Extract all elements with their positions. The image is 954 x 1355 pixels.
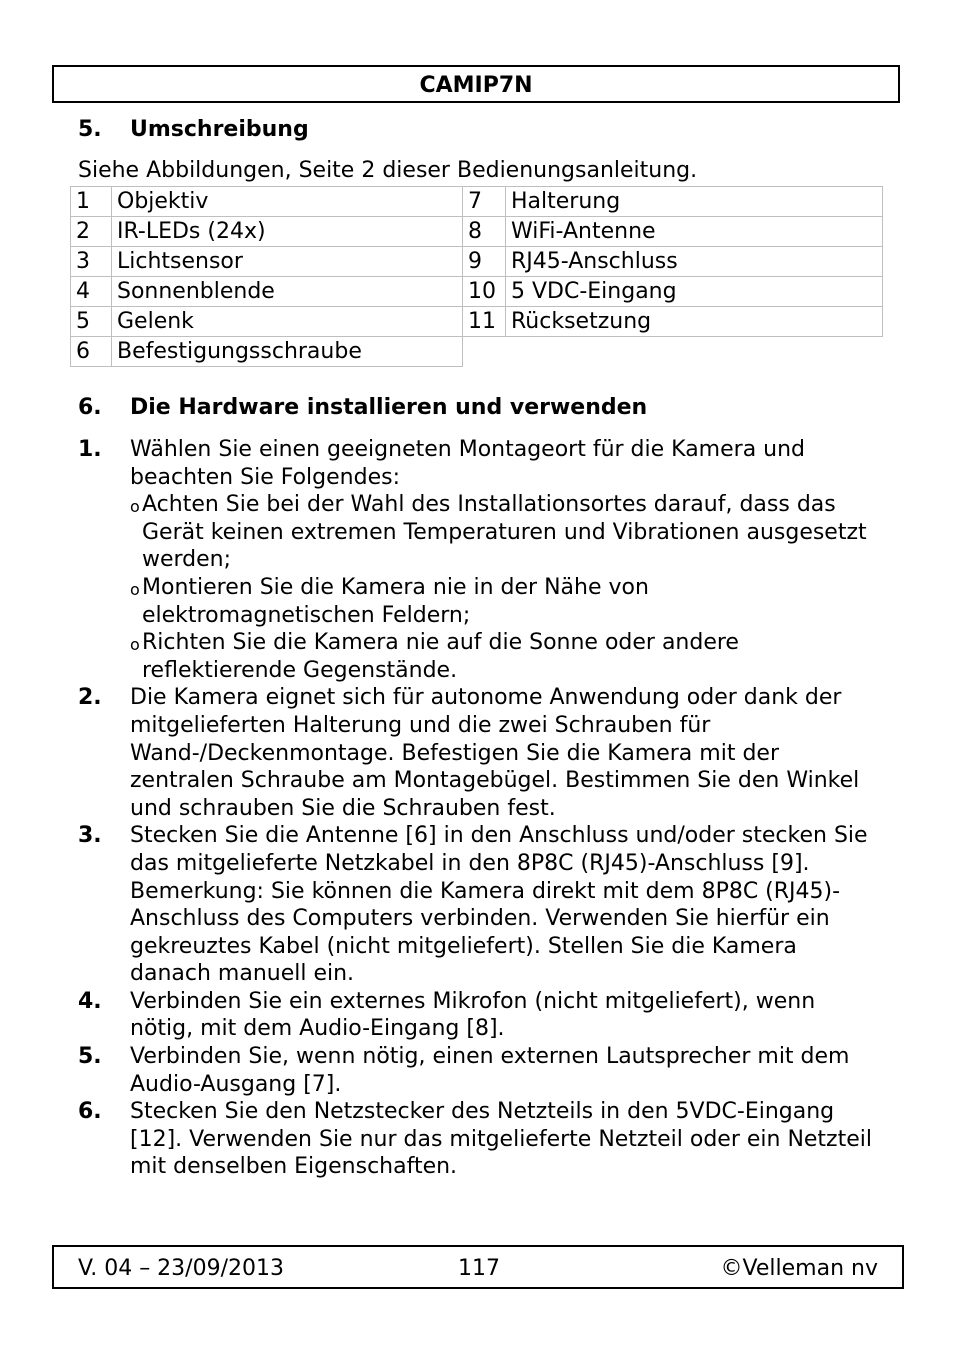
table-cell: 9 bbox=[463, 247, 506, 277]
step-text: Stecken Sie die Antenne [6] in den Anschluss und/oder stecken Sie das mitgelieferte Netzkabel in den 8P8C (RJ45)-Anschluss [9]. bbox=[130, 823, 868, 876]
list-item-text: Achten Sie bei der Wahl des Installationsortes darauf, dass das Gerät keinen extremen Temperaturen und Vibrationen ausgesetzt werden; bbox=[142, 492, 867, 573]
table-row bbox=[71, 247, 883, 277]
section-6-heading bbox=[78, 395, 647, 420]
list-item bbox=[130, 491, 878, 574]
section-title: Umschreibung bbox=[130, 117, 309, 142]
copyright: ©Velleman nv bbox=[720, 1256, 878, 1281]
parts-table bbox=[70, 186, 883, 367]
table-cell: 6 bbox=[71, 337, 112, 367]
step-2 bbox=[78, 684, 878, 822]
table-cell: 5 VDC-Eingang bbox=[506, 277, 883, 307]
section-5-intro: Siehe Abbildungen, Seite 2 dieser Bedienungsanleitung. bbox=[78, 158, 698, 183]
step-text: Die Kamera eignet sich für autonome Anwendung oder dank der mitgelieferten Halterung und die zwei Schrauben für Wand-/Deckenmontage. Befestigen Sie die Kamera mit der zentralen Schraube am Montagebügel. Bestimmen Sie den Winkel und schrauben Sie die Schrauben fest. bbox=[130, 685, 860, 821]
step-number: 1. bbox=[78, 437, 102, 462]
circle-bullet-icon: o bbox=[130, 497, 140, 517]
table-cell: Befestigungsschraube bbox=[112, 337, 463, 367]
table-row bbox=[71, 307, 883, 337]
step-number: 2. bbox=[78, 685, 102, 711]
circle-bullet-icon: o bbox=[130, 635, 140, 655]
step-text: Verbinden Sie ein externes Mikrofon (nicht mitgeliefert), wenn nötig, mit dem Audio-Eingang [8]. bbox=[130, 988, 816, 1042]
table-cell: 1 bbox=[71, 187, 112, 217]
empty-cell bbox=[463, 337, 883, 367]
circle-bullet-icon: o bbox=[130, 579, 140, 599]
table-cell: Lichtsensor bbox=[112, 247, 463, 277]
list-item-text: Montieren Sie die Kamera nie in der Nähe von elektromagnetischen Feldern; bbox=[142, 574, 649, 628]
list-item-text: Richten Sie die Kamera nie auf die Sonne oder andere reflektierende Gegenstände. bbox=[142, 630, 739, 683]
table-cell: 10 bbox=[463, 277, 506, 307]
table-cell: 4 bbox=[71, 277, 112, 307]
table-cell: 7 bbox=[463, 187, 506, 217]
step-text: Wählen Sie einen geeigneten Montageort für die Kamera und beachten Sie Folgendes: bbox=[130, 437, 806, 490]
page-header bbox=[52, 65, 900, 103]
step-number: 6. bbox=[78, 1099, 102, 1125]
installation-steps bbox=[78, 436, 878, 1181]
table-cell: 8 bbox=[463, 217, 506, 247]
step-text: Verbinden Sie, wenn nötig, einen externen Lautsprecher mit dem Audio-Ausgang [7]. bbox=[130, 1044, 850, 1097]
section-number: 5. bbox=[78, 117, 102, 142]
section-5-heading bbox=[78, 117, 309, 142]
step-5 bbox=[78, 1043, 878, 1098]
step-1 bbox=[78, 436, 878, 684]
section-number: 6. bbox=[78, 395, 102, 420]
table-row bbox=[71, 337, 883, 367]
step-number: 5. bbox=[78, 1044, 102, 1070]
table-row bbox=[71, 277, 883, 307]
document-title: CAMIP7N bbox=[419, 73, 533, 98]
table-cell: 2 bbox=[71, 217, 112, 247]
table-row bbox=[71, 187, 883, 217]
step-number: 3. bbox=[78, 823, 102, 849]
page-number: 117 bbox=[458, 1256, 500, 1281]
page-footer bbox=[52, 1245, 904, 1289]
table-cell: Sonnenblende bbox=[112, 277, 463, 307]
table-cell: 3 bbox=[71, 247, 112, 277]
table-cell: Gelenk bbox=[112, 307, 463, 337]
section-title: Die Hardware installieren und verwenden bbox=[130, 395, 648, 420]
table-cell: WiFi-Antenne bbox=[506, 217, 883, 247]
table-cell: Objektiv bbox=[112, 187, 463, 217]
list-item bbox=[130, 629, 878, 684]
table-cell: Rücksetzung bbox=[506, 307, 883, 337]
table-cell: RJ45-Anschluss bbox=[506, 247, 883, 277]
step-4 bbox=[78, 988, 878, 1043]
step-text: Stecken Sie den Netzstecker des Netzteils in den 5VDC-Eingang [12]. Verwenden Sie nur das mitgelieferte Netzteil oder ein Netzteil mit denselben Eigenschaften. bbox=[130, 1099, 872, 1180]
list-item bbox=[130, 574, 878, 629]
step-note: Bemerkung: Sie können die Kamera direkt mit dem 8P8C (RJ45)-Anschluss des Computers verbinden. Verwenden Sie hierfür ein gekreuztes Kabel (nicht mitgeliefert). Stellen Sie die Kamera danach manuell ein. bbox=[130, 878, 841, 987]
step-6 bbox=[78, 1098, 878, 1181]
step-number: 4. bbox=[78, 988, 102, 1014]
step-3 bbox=[78, 822, 878, 988]
table-cell: Halterung bbox=[506, 187, 883, 217]
version-date: V. 04 – 23/09/2013 bbox=[78, 1256, 284, 1281]
table-cell: 5 bbox=[71, 307, 112, 337]
table-row bbox=[71, 217, 883, 247]
table-cell: IR-LEDs (24x) bbox=[112, 217, 463, 247]
table-cell: 11 bbox=[463, 307, 506, 337]
